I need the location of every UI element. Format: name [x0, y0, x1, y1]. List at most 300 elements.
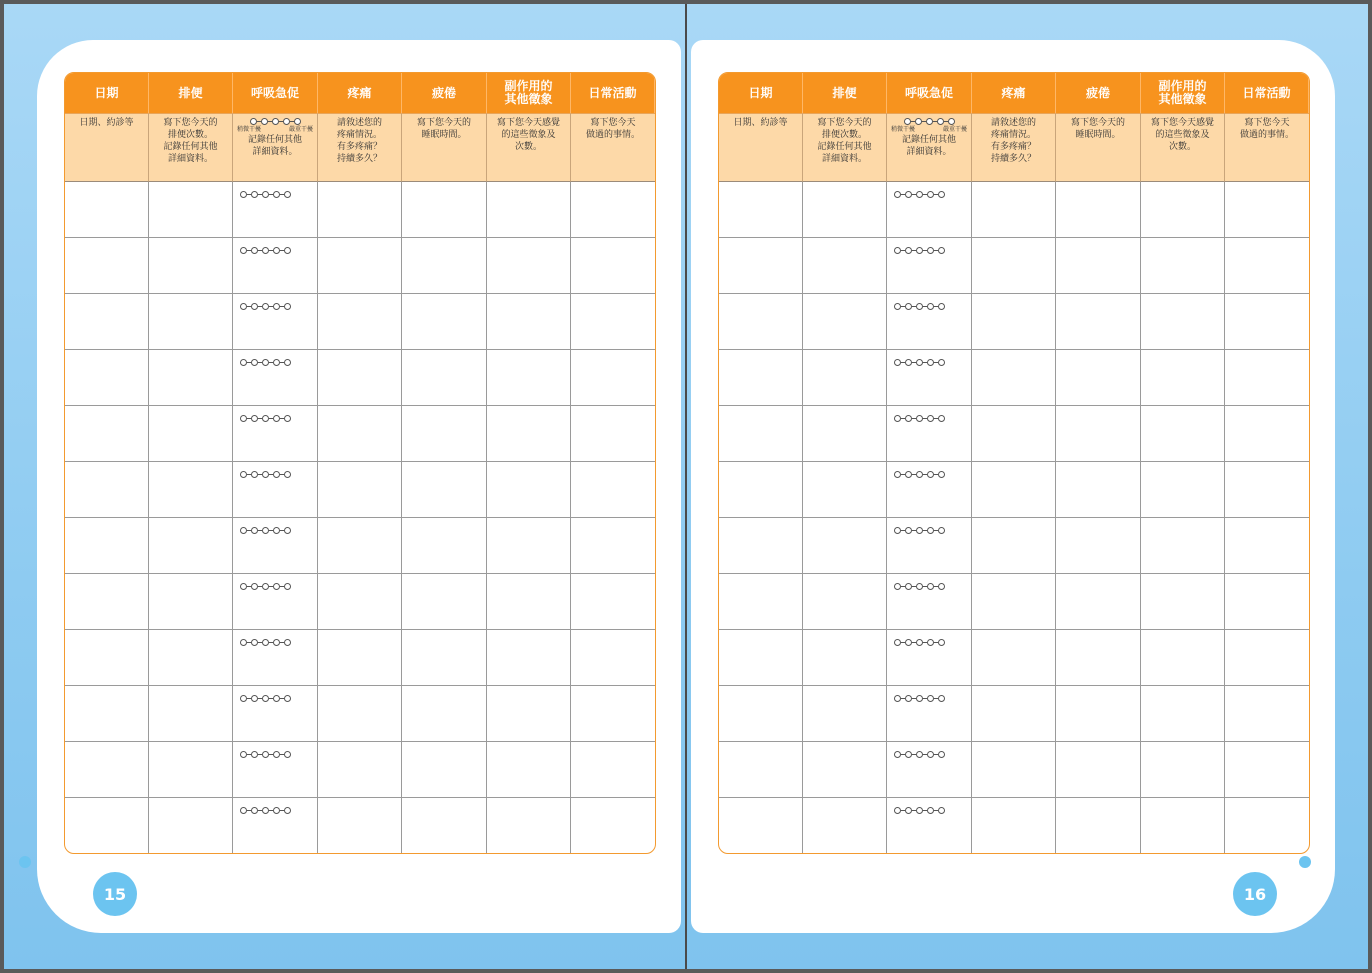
scale-point[interactable] — [273, 639, 280, 646]
scale-point[interactable] — [262, 247, 269, 254]
log-entry-cell[interactable] — [65, 574, 149, 630]
scale-point[interactable] — [262, 583, 269, 590]
log-entry-cell[interactable] — [233, 742, 318, 798]
scale-point[interactable] — [916, 695, 923, 702]
log-entry-cell[interactable] — [887, 406, 972, 462]
log-entry-cell[interactable] — [571, 350, 655, 406]
scale-point[interactable] — [894, 639, 901, 646]
scale-point[interactable] — [916, 807, 923, 814]
scale-point[interactable] — [284, 191, 291, 198]
scale-point[interactable] — [938, 359, 945, 366]
log-entry-cell[interactable] — [571, 798, 655, 854]
log-entry-cell[interactable] — [972, 294, 1056, 350]
log-entry-cell[interactable] — [1141, 350, 1225, 406]
log-entry-cell[interactable] — [233, 238, 318, 294]
log-entry-cell[interactable] — [1141, 238, 1225, 294]
scale-point[interactable] — [273, 527, 280, 534]
scale-point[interactable] — [916, 527, 923, 534]
log-entry-cell[interactable] — [233, 518, 318, 574]
rating-scale-circles[interactable] — [240, 471, 291, 478]
log-entry-cell[interactable] — [719, 742, 803, 798]
scale-point[interactable] — [894, 695, 901, 702]
scale-point[interactable] — [250, 118, 257, 125]
scale-point[interactable] — [916, 583, 923, 590]
log-entry-cell[interactable] — [65, 518, 149, 574]
log-entry-cell[interactable] — [1225, 742, 1309, 798]
log-entry-cell[interactable] — [803, 294, 887, 350]
scale-point[interactable] — [905, 359, 912, 366]
log-entry-cell[interactable] — [719, 294, 803, 350]
scale-point[interactable] — [948, 118, 955, 125]
scale-point[interactable] — [938, 751, 945, 758]
scale-point[interactable] — [905, 415, 912, 422]
log-entry-cell[interactable] — [1056, 238, 1141, 294]
log-entry-cell[interactable] — [571, 462, 655, 518]
scale-point[interactable] — [262, 471, 269, 478]
log-entry-cell[interactable] — [1225, 294, 1309, 350]
rating-scale-circles[interactable] — [240, 583, 291, 590]
scale-point[interactable] — [240, 191, 247, 198]
scale-point[interactable] — [894, 359, 901, 366]
log-entry-cell[interactable] — [803, 574, 887, 630]
log-entry-cell[interactable] — [803, 518, 887, 574]
rating-scale-circles[interactable] — [240, 751, 291, 758]
log-entry-cell[interactable] — [887, 518, 972, 574]
scale-point[interactable] — [927, 751, 934, 758]
scale-point[interactable] — [905, 695, 912, 702]
log-entry-cell[interactable] — [887, 350, 972, 406]
scale-point[interactable] — [916, 415, 923, 422]
log-entry-cell[interactable] — [487, 630, 571, 686]
log-entry-cell[interactable] — [402, 798, 487, 854]
scale-point[interactable] — [284, 695, 291, 702]
scale-point[interactable] — [905, 807, 912, 814]
scale-point[interactable] — [927, 303, 934, 310]
log-entry-cell[interactable] — [1225, 630, 1309, 686]
scale-point[interactable] — [938, 303, 945, 310]
scale-point[interactable] — [251, 583, 258, 590]
scale-point[interactable] — [894, 303, 901, 310]
scale-point[interactable] — [905, 639, 912, 646]
scale-point[interactable] — [905, 191, 912, 198]
rating-scale-circles[interactable] — [240, 527, 291, 534]
log-entry-cell[interactable] — [1141, 294, 1225, 350]
log-entry-cell[interactable] — [318, 686, 402, 742]
log-entry-cell[interactable] — [1141, 686, 1225, 742]
log-entry-cell[interactable] — [487, 238, 571, 294]
log-entry-cell[interactable] — [719, 462, 803, 518]
rating-scale-circles[interactable] — [240, 303, 291, 310]
rating-scale-circles[interactable] — [894, 695, 945, 702]
log-entry-cell[interactable] — [1141, 630, 1225, 686]
scale-point[interactable] — [240, 303, 247, 310]
rating-scale-circles[interactable] — [235, 118, 315, 125]
log-entry-cell[interactable] — [318, 406, 402, 462]
log-entry-cell[interactable] — [571, 294, 655, 350]
scale-point[interactable] — [915, 118, 922, 125]
log-entry-cell[interactable] — [149, 294, 233, 350]
log-entry-cell[interactable] — [571, 406, 655, 462]
rating-scale-circles[interactable] — [240, 191, 291, 198]
scale-point[interactable] — [273, 303, 280, 310]
scale-point[interactable] — [916, 247, 923, 254]
log-entry-cell[interactable] — [803, 406, 887, 462]
log-entry-cell[interactable] — [719, 406, 803, 462]
log-entry-cell[interactable] — [233, 294, 318, 350]
log-entry-cell[interactable] — [571, 630, 655, 686]
scale-point[interactable] — [916, 751, 923, 758]
scale-point[interactable] — [251, 695, 258, 702]
log-entry-cell[interactable] — [887, 182, 972, 238]
scale-point[interactable] — [938, 807, 945, 814]
log-entry-cell[interactable] — [487, 462, 571, 518]
log-entry-cell[interactable] — [972, 182, 1056, 238]
scale-point[interactable] — [927, 807, 934, 814]
log-entry-cell[interactable] — [1225, 798, 1309, 854]
scale-point[interactable] — [927, 191, 934, 198]
log-entry-cell[interactable] — [487, 518, 571, 574]
scale-point[interactable] — [273, 583, 280, 590]
scale-point[interactable] — [262, 807, 269, 814]
rating-scale-circles[interactable] — [894, 807, 945, 814]
scale-point[interactable] — [284, 639, 291, 646]
scale-point[interactable] — [905, 471, 912, 478]
rating-scale-circles[interactable] — [894, 583, 945, 590]
log-entry-cell[interactable] — [972, 406, 1056, 462]
log-entry-cell[interactable] — [402, 462, 487, 518]
rating-scale-circles[interactable] — [894, 303, 945, 310]
scale-point[interactable] — [938, 639, 945, 646]
log-entry-cell[interactable] — [803, 182, 887, 238]
log-entry-cell[interactable] — [1141, 574, 1225, 630]
scale-point[interactable] — [938, 247, 945, 254]
log-entry-cell[interactable] — [149, 182, 233, 238]
scale-point[interactable] — [240, 751, 247, 758]
rating-scale-circles[interactable] — [240, 415, 291, 422]
scale-point[interactable] — [240, 639, 247, 646]
scale-point[interactable] — [294, 118, 301, 125]
log-entry-cell[interactable] — [65, 742, 149, 798]
scale-point[interactable] — [251, 807, 258, 814]
scale-point[interactable] — [262, 415, 269, 422]
log-entry-cell[interactable] — [972, 574, 1056, 630]
scale-point[interactable] — [916, 303, 923, 310]
log-entry-cell[interactable] — [719, 630, 803, 686]
scale-point[interactable] — [251, 191, 258, 198]
scale-point[interactable] — [273, 359, 280, 366]
scale-point[interactable] — [927, 471, 934, 478]
log-entry-cell[interactable] — [803, 350, 887, 406]
rating-scale-circles[interactable] — [894, 471, 945, 478]
scale-point[interactable] — [251, 359, 258, 366]
log-entry-cell[interactable] — [571, 574, 655, 630]
log-entry-cell[interactable] — [972, 350, 1056, 406]
log-entry-cell[interactable] — [402, 294, 487, 350]
log-entry-cell[interactable] — [487, 798, 571, 854]
scale-point[interactable] — [262, 527, 269, 534]
rating-scale-circles[interactable] — [894, 639, 945, 646]
scale-point[interactable] — [927, 247, 934, 254]
scale-point[interactable] — [938, 191, 945, 198]
scale-point[interactable] — [894, 807, 901, 814]
scale-point[interactable] — [927, 583, 934, 590]
log-entry-cell[interactable] — [972, 630, 1056, 686]
scale-point[interactable] — [284, 303, 291, 310]
scale-point[interactable] — [240, 807, 247, 814]
scale-point[interactable] — [251, 751, 258, 758]
scale-point[interactable] — [240, 415, 247, 422]
log-entry-cell[interactable] — [1225, 462, 1309, 518]
scale-point[interactable] — [273, 247, 280, 254]
scale-point[interactable] — [894, 471, 901, 478]
rating-scale-circles[interactable] — [240, 639, 291, 646]
log-entry-cell[interactable] — [487, 182, 571, 238]
log-entry-cell[interactable] — [149, 798, 233, 854]
scale-point[interactable] — [894, 415, 901, 422]
log-entry-cell[interactable] — [233, 182, 318, 238]
rating-scale-circles[interactable] — [240, 359, 291, 366]
log-entry-cell[interactable] — [571, 742, 655, 798]
log-entry-cell[interactable] — [233, 462, 318, 518]
log-entry-cell[interactable] — [887, 574, 972, 630]
log-entry-cell[interactable] — [1225, 406, 1309, 462]
log-entry-cell[interactable] — [887, 798, 972, 854]
scale-point[interactable] — [261, 118, 268, 125]
log-entry-cell[interactable] — [719, 574, 803, 630]
scale-point[interactable] — [273, 191, 280, 198]
log-entry-cell[interactable] — [972, 462, 1056, 518]
log-entry-cell[interactable] — [972, 742, 1056, 798]
log-entry-cell[interactable] — [803, 742, 887, 798]
scale-point[interactable] — [927, 695, 934, 702]
scale-point[interactable] — [927, 639, 934, 646]
log-entry-cell[interactable] — [65, 630, 149, 686]
scale-point[interactable] — [894, 527, 901, 534]
log-entry-cell[interactable] — [719, 518, 803, 574]
log-entry-cell[interactable] — [887, 630, 972, 686]
log-entry-cell[interactable] — [318, 350, 402, 406]
scale-point[interactable] — [284, 751, 291, 758]
scale-point[interactable] — [937, 118, 944, 125]
log-entry-cell[interactable] — [887, 294, 972, 350]
log-entry-cell[interactable] — [402, 238, 487, 294]
rating-scale-circles[interactable] — [240, 247, 291, 254]
log-entry-cell[interactable] — [487, 406, 571, 462]
log-entry-cell[interactable] — [65, 294, 149, 350]
scale-point[interactable] — [927, 527, 934, 534]
log-entry-cell[interactable] — [402, 742, 487, 798]
scale-point[interactable] — [262, 191, 269, 198]
log-entry-cell[interactable] — [233, 406, 318, 462]
rating-scale-circles[interactable] — [894, 415, 945, 422]
log-entry-cell[interactable] — [972, 686, 1056, 742]
log-entry-cell[interactable] — [1056, 686, 1141, 742]
log-entry-cell[interactable] — [149, 350, 233, 406]
log-entry-cell[interactable] — [233, 686, 318, 742]
scale-point[interactable] — [938, 527, 945, 534]
rating-scale-circles[interactable] — [894, 527, 945, 534]
scale-point[interactable] — [916, 639, 923, 646]
log-entry-cell[interactable] — [719, 238, 803, 294]
log-entry-cell[interactable] — [972, 798, 1056, 854]
log-entry-cell[interactable] — [1225, 350, 1309, 406]
scale-point[interactable] — [262, 695, 269, 702]
log-entry-cell[interactable] — [318, 574, 402, 630]
rating-scale-circles[interactable] — [889, 118, 969, 125]
log-entry-cell[interactable] — [149, 462, 233, 518]
scale-point[interactable] — [283, 118, 290, 125]
log-entry-cell[interactable] — [65, 406, 149, 462]
scale-point[interactable] — [262, 303, 269, 310]
log-entry-cell[interactable] — [1225, 574, 1309, 630]
scale-point[interactable] — [273, 751, 280, 758]
scale-point[interactable] — [240, 527, 247, 534]
log-entry-cell[interactable] — [571, 518, 655, 574]
scale-point[interactable] — [894, 751, 901, 758]
log-entry-cell[interactable] — [149, 238, 233, 294]
scale-point[interactable] — [262, 751, 269, 758]
scale-point[interactable] — [938, 695, 945, 702]
log-entry-cell[interactable] — [402, 182, 487, 238]
log-entry-cell[interactable] — [233, 630, 318, 686]
rating-scale-circles[interactable] — [240, 807, 291, 814]
log-entry-cell[interactable] — [803, 630, 887, 686]
scale-point[interactable] — [273, 471, 280, 478]
log-entry-cell[interactable] — [803, 238, 887, 294]
log-entry-cell[interactable] — [972, 518, 1056, 574]
log-entry-cell[interactable] — [1141, 462, 1225, 518]
scale-point[interactable] — [284, 415, 291, 422]
log-entry-cell[interactable] — [65, 350, 149, 406]
log-entry-cell[interactable] — [318, 630, 402, 686]
log-entry-cell[interactable] — [233, 350, 318, 406]
log-entry-cell[interactable] — [318, 462, 402, 518]
log-entry-cell[interactable] — [803, 462, 887, 518]
rating-scale-circles[interactable] — [240, 695, 291, 702]
log-entry-cell[interactable] — [972, 238, 1056, 294]
scale-point[interactable] — [905, 751, 912, 758]
scale-point[interactable] — [905, 583, 912, 590]
log-entry-cell[interactable] — [803, 798, 887, 854]
log-entry-cell[interactable] — [487, 294, 571, 350]
log-entry-cell[interactable] — [1056, 518, 1141, 574]
log-entry-cell[interactable] — [1056, 462, 1141, 518]
log-entry-cell[interactable] — [887, 686, 972, 742]
log-entry-cell[interactable] — [149, 630, 233, 686]
log-entry-cell[interactable] — [318, 182, 402, 238]
scale-point[interactable] — [916, 471, 923, 478]
scale-point[interactable] — [284, 527, 291, 534]
log-entry-cell[interactable] — [1056, 294, 1141, 350]
log-entry-cell[interactable] — [571, 182, 655, 238]
log-entry-cell[interactable] — [402, 630, 487, 686]
log-entry-cell[interactable] — [719, 350, 803, 406]
scale-point[interactable] — [272, 118, 279, 125]
scale-point[interactable] — [938, 583, 945, 590]
log-entry-cell[interactable] — [1141, 518, 1225, 574]
scale-point[interactable] — [894, 583, 901, 590]
log-entry-cell[interactable] — [887, 238, 972, 294]
scale-point[interactable] — [240, 695, 247, 702]
log-entry-cell[interactable] — [1225, 518, 1309, 574]
log-entry-cell[interactable] — [402, 574, 487, 630]
scale-point[interactable] — [240, 359, 247, 366]
log-entry-cell[interactable] — [1056, 182, 1141, 238]
log-entry-cell[interactable] — [1225, 238, 1309, 294]
log-entry-cell[interactable] — [149, 686, 233, 742]
log-entry-cell[interactable] — [719, 182, 803, 238]
log-entry-cell[interactable] — [1141, 182, 1225, 238]
log-entry-cell[interactable] — [571, 686, 655, 742]
scale-point[interactable] — [251, 471, 258, 478]
scale-point[interactable] — [251, 247, 258, 254]
log-entry-cell[interactable] — [1056, 406, 1141, 462]
log-entry-cell[interactable] — [719, 686, 803, 742]
log-entry-cell[interactable] — [487, 686, 571, 742]
scale-point[interactable] — [273, 415, 280, 422]
log-entry-cell[interactable] — [65, 182, 149, 238]
log-entry-cell[interactable] — [318, 294, 402, 350]
scale-point[interactable] — [251, 527, 258, 534]
log-entry-cell[interactable] — [233, 798, 318, 854]
scale-point[interactable] — [284, 471, 291, 478]
log-entry-cell[interactable] — [318, 742, 402, 798]
scale-point[interactable] — [262, 359, 269, 366]
log-entry-cell[interactable] — [1056, 742, 1141, 798]
scale-point[interactable] — [240, 247, 247, 254]
log-entry-cell[interactable] — [149, 574, 233, 630]
scale-point[interactable] — [284, 807, 291, 814]
log-entry-cell[interactable] — [402, 350, 487, 406]
log-entry-cell[interactable] — [402, 406, 487, 462]
scale-point[interactable] — [905, 247, 912, 254]
log-entry-cell[interactable] — [887, 462, 972, 518]
log-entry-cell[interactable] — [402, 686, 487, 742]
log-entry-cell[interactable] — [65, 462, 149, 518]
log-entry-cell[interactable] — [803, 686, 887, 742]
log-entry-cell[interactable] — [318, 518, 402, 574]
scale-point[interactable] — [905, 303, 912, 310]
log-entry-cell[interactable] — [887, 742, 972, 798]
log-entry-cell[interactable] — [65, 798, 149, 854]
log-entry-cell[interactable] — [149, 406, 233, 462]
scale-point[interactable] — [262, 639, 269, 646]
log-entry-cell[interactable] — [65, 686, 149, 742]
log-entry-cell[interactable] — [65, 238, 149, 294]
scale-point[interactable] — [284, 247, 291, 254]
rating-scale-circles[interactable] — [894, 191, 945, 198]
scale-point[interactable] — [894, 191, 901, 198]
scale-point[interactable] — [284, 359, 291, 366]
rating-scale-circles[interactable] — [894, 751, 945, 758]
log-entry-cell[interactable] — [1056, 798, 1141, 854]
scale-point[interactable] — [916, 359, 923, 366]
log-entry-cell[interactable] — [1141, 798, 1225, 854]
log-entry-cell[interactable] — [1056, 350, 1141, 406]
scale-point[interactable] — [273, 807, 280, 814]
scale-point[interactable] — [927, 415, 934, 422]
scale-point[interactable] — [251, 303, 258, 310]
log-entry-cell[interactable] — [149, 518, 233, 574]
log-entry-cell[interactable] — [1056, 630, 1141, 686]
log-entry-cell[interactable] — [487, 574, 571, 630]
log-entry-cell[interactable] — [318, 798, 402, 854]
log-entry-cell[interactable] — [318, 238, 402, 294]
rating-scale-circles[interactable] — [894, 247, 945, 254]
scale-point[interactable] — [905, 527, 912, 534]
scale-point[interactable] — [927, 359, 934, 366]
log-entry-cell[interactable] — [571, 238, 655, 294]
